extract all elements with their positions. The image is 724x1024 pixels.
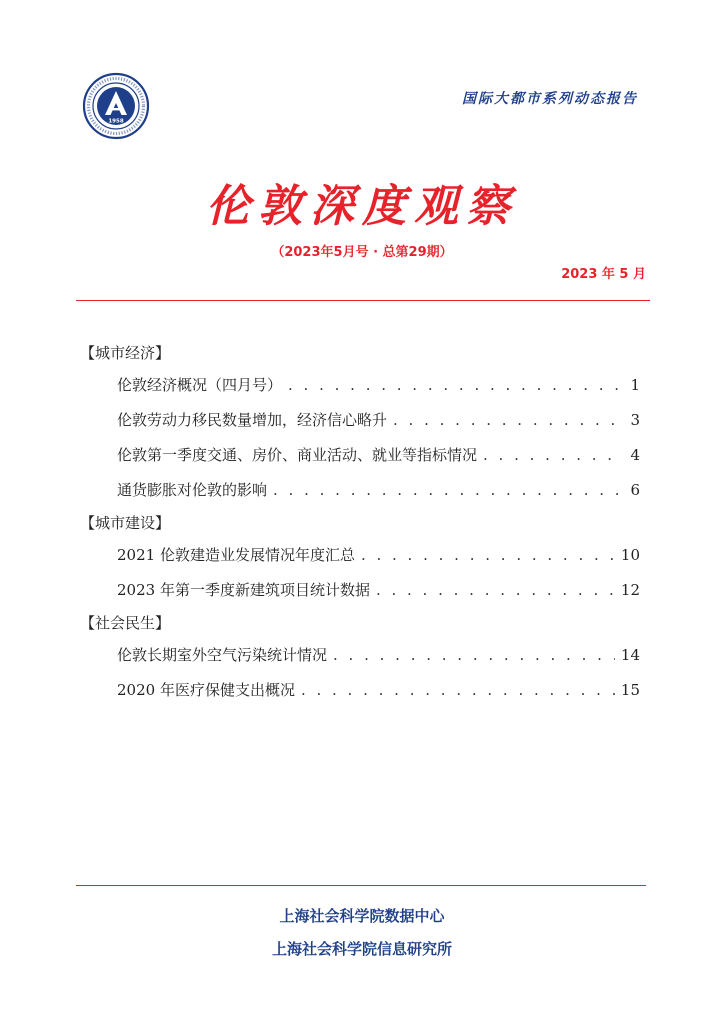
header-divider: [76, 300, 650, 301]
toc-entry[interactable]: [117, 438, 640, 473]
issue-number: （2023年5月号 · 总第29期）: [271, 245, 453, 260]
toc-entry-page: 14: [620, 646, 640, 664]
toc-section-heading: 【城市建设】: [80, 514, 171, 532]
toc-entry[interactable]: [117, 573, 640, 608]
toc-entry-title: 2023 年第一季度新建筑项目统计数据: [117, 581, 370, 599]
academy-logo-seal: [82, 72, 150, 140]
toc-entry-page: 3: [630, 411, 640, 429]
toc-leader-dots: [376, 573, 615, 608]
toc-leader-dots: [301, 673, 615, 708]
toc-entry[interactable]: [117, 638, 640, 673]
publisher-information-institute: 上海社会科学院信息研究所: [271, 940, 452, 958]
series-title: 国际大都市系列动态报告: [462, 91, 638, 107]
toc-entry-page: 10: [620, 546, 640, 564]
toc-leader-dots: [393, 403, 624, 438]
toc-entry-title: 伦敦长期室外空气污染统计情况: [117, 646, 328, 664]
footer-divider: [76, 885, 646, 886]
toc-entry[interactable]: [117, 403, 640, 438]
toc-entry-page: 4: [630, 446, 640, 464]
toc-entry-page: 15: [620, 681, 640, 699]
toc-entry-page: 6: [630, 481, 640, 499]
toc-entry[interactable]: [117, 673, 640, 708]
toc-entry-page: 1: [630, 376, 640, 394]
svg-text:1958: 1958: [108, 118, 124, 125]
toc-entry-page: 12: [620, 581, 640, 599]
toc-entry[interactable]: [117, 473, 640, 508]
toc-section-heading: 【社会民生】: [80, 614, 171, 632]
toc-entry-title: 伦敦劳动力移民数量增加，经济信心略升: [117, 411, 388, 429]
toc-entry-title: 2020 年医疗保健支出概况: [117, 681, 295, 699]
toc-leader-dots: [361, 538, 615, 573]
toc-leader-dots: [288, 368, 624, 403]
toc-entry[interactable]: [117, 538, 640, 573]
toc-entry-title: 伦敦第一季度交通、房价、商业活动、就业等指标情况: [117, 446, 478, 464]
report-title: 伦敦深度观察: [206, 181, 518, 232]
toc-entry-title: 伦敦经济概况（四月号）: [117, 376, 283, 394]
toc-section-heading: 【城市经济】: [80, 344, 171, 362]
publisher-data-center: 上海社会科学院数据中心: [279, 907, 445, 925]
toc-leader-dots: [333, 638, 615, 673]
toc-leader-dots: [483, 438, 624, 473]
toc-entry-title: 2021 伦敦建造业发展情况年度汇总: [117, 546, 355, 564]
toc-leader-dots: [273, 473, 624, 508]
table-of-contents: [80, 338, 640, 708]
toc-entry[interactable]: [117, 368, 640, 403]
publish-date: 2023 年 5 月: [561, 267, 646, 282]
toc-entry-title: 通货膨胀对伦敦的影响: [117, 481, 268, 499]
